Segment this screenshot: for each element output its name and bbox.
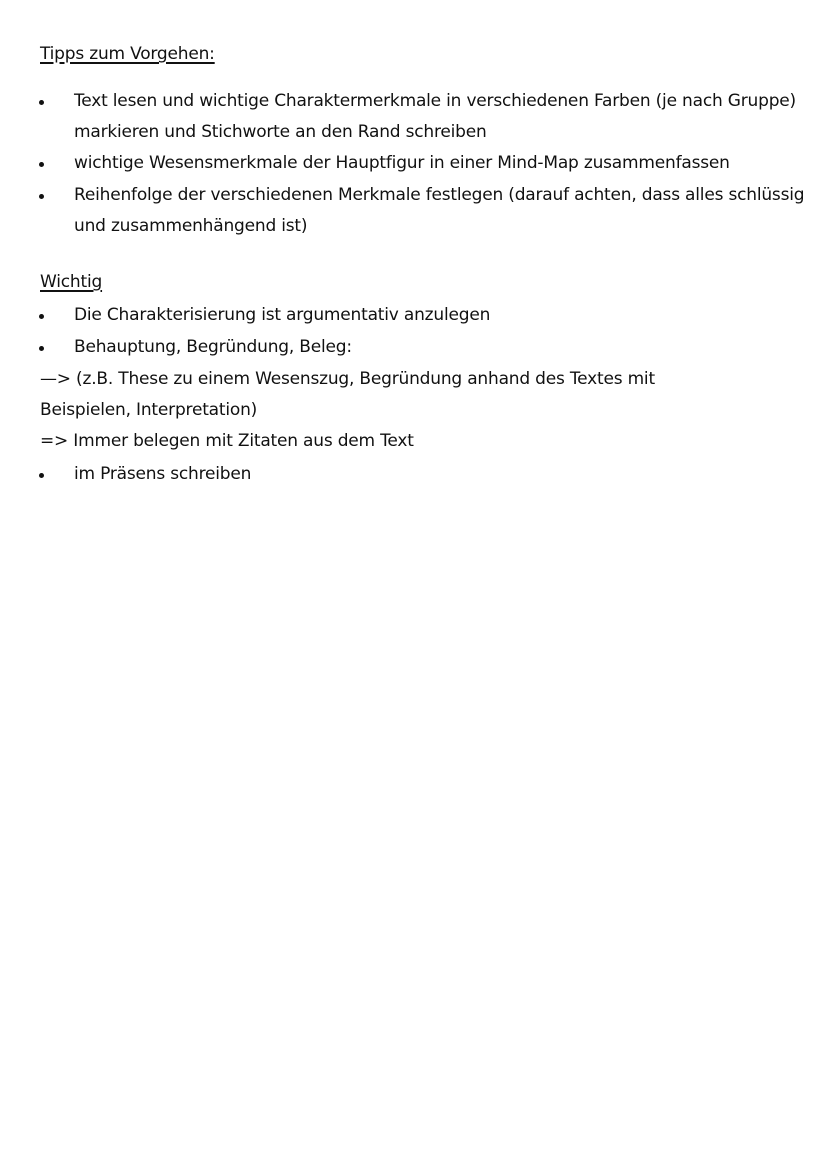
bullet-icon [39, 346, 44, 351]
tips-item-1-line-1: Text lesen und wichtige Charaktermerkmale in verschiedenen Farben (je nach Gruppe) [74, 91, 796, 111]
tips-item-3-line-1: Reihenfolge der verschiedenen Merkmale festlegen (darauf achten, dass alles schlüssig [74, 185, 805, 205]
important-arrow-line: —> (z.B. These zu einem Wesenszug, Begründung anhand des Textes mit [40, 369, 655, 389]
important-item-2: Behauptung, Begründung, Beleg: [74, 337, 352, 357]
important-last-item: im Präsens schreiben [74, 464, 252, 484]
important-conclusion-line: => Immer belegen mit Zitaten aus dem Text [40, 431, 414, 451]
bullet-icon [39, 473, 44, 478]
important-heading: Wichtig [40, 272, 103, 292]
tips-heading: Tipps zum Vorgehen: [40, 44, 215, 64]
tips-item-3-line-2: und zusammenhängend ist) [74, 216, 308, 236]
bullet-icon [39, 162, 44, 167]
tips-item-2-line-1: wichtige Wesensmerkmale der Hauptfigur in einer Mind-Map zusammenfassen [74, 153, 730, 173]
tips-item-1-line-2: markieren und Stichworte an den Rand schreiben [74, 122, 487, 142]
important-item-1: Die Charakterisierung ist argumentativ anzulegen [74, 305, 491, 325]
bullet-icon [39, 314, 44, 319]
bullet-icon [39, 100, 44, 105]
important-continuation-line: Beispielen, Interpretation) [40, 400, 258, 420]
bullet-icon [39, 194, 44, 199]
